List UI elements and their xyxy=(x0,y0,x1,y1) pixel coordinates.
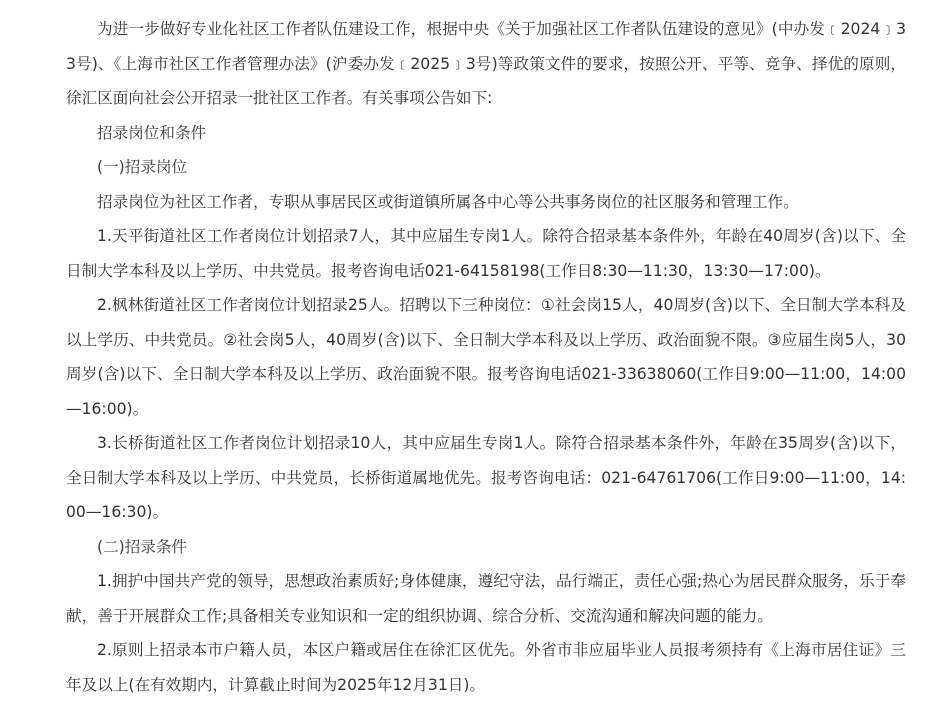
subsection-heading-positions: (一)招录岗位 xyxy=(97,158,188,176)
changqiao-street-paragraph: 3.长桥街道社区工作者岗位计划招录10人，其中应届生专岗1人。除符合招录基本条件外，年龄在35周岁(含)以下，全日制大学本科及以上学历、中共党员，长桥街道属地优先。报考咨询电话：021-64761706(工作日9:00—11:00，14:00—16:30)。 xyxy=(66,434,906,521)
condition-1-paragraph: 1.拥护中国共产党的领导，思想政治素质好;身体健康，遵纪守法，品行端正，责任心强;热心为居民群众服务，乐于奉献，善于开展群众工作;具备相关专业知识和一定的组织协调、综合分析、交流沟通和解决问题的能力。 xyxy=(66,572,906,625)
tianping-street-paragraph: 1.天平街道社区工作者岗位计划招录7人，其中应届生专岗1人。除符合招录基本条件外，年龄在40周岁(含)以下、全日制大学本科及以上学历、中共党员。报考咨询电话021-64158198(工作日8:30—11:30，13:30—17:00)。 xyxy=(66,227,906,280)
section-heading-positions-and-conditions: 招录岗位和条件 xyxy=(97,123,207,142)
article-body xyxy=(66,12,906,702)
fenglin-street-paragraph: 2.枫林街道社区工作者岗位计划招录25人。招聘以下三种岗位：①社会岗15人，40周岁(含)以下、全日制大学本科及以上学历、中共党员。②社会岗5人，40周岁(含)以下、全日制大学本科及以上学历、政治面貌不限。③应届生岗5人，30周岁(含)以下、全日制大学本科及以上学历、政治面貌不限。报考咨询电话021-33638060(工作日9:00—11:00，14:00—16:00)。 xyxy=(66,296,906,418)
subsection-heading-conditions: (二)招录条件 xyxy=(97,537,188,556)
positions-description-paragraph: 招录岗位为社区工作者，专职从事居民区或街道镇所属各中心等公共事务岗位的社区服务和管理工作。 xyxy=(97,192,799,211)
intro-paragraph: 为进一步做好专业化社区工作者队伍建设工作，根据中央《关于加强社区工作者队伍建设的意见》(中办发﹝2024﹞33号)、《上海市社区工作者管理办法》(沪委办发﹝2025﹞3号)等政策文件的要求，按照公开、平等、竞争、择优的原则，徐汇区面向社会公开招录一批社区工作者。有关事项公告如下: xyxy=(66,20,906,107)
condition-2-paragraph: 2.原则上招录本市户籍人员，本区户籍或居住在徐汇区优先。外省市非应届毕业人员报考须持有《上海市居住证》三年及以上(在有效期内，计算截止时间为2025年12月31日)。 xyxy=(66,641,906,694)
